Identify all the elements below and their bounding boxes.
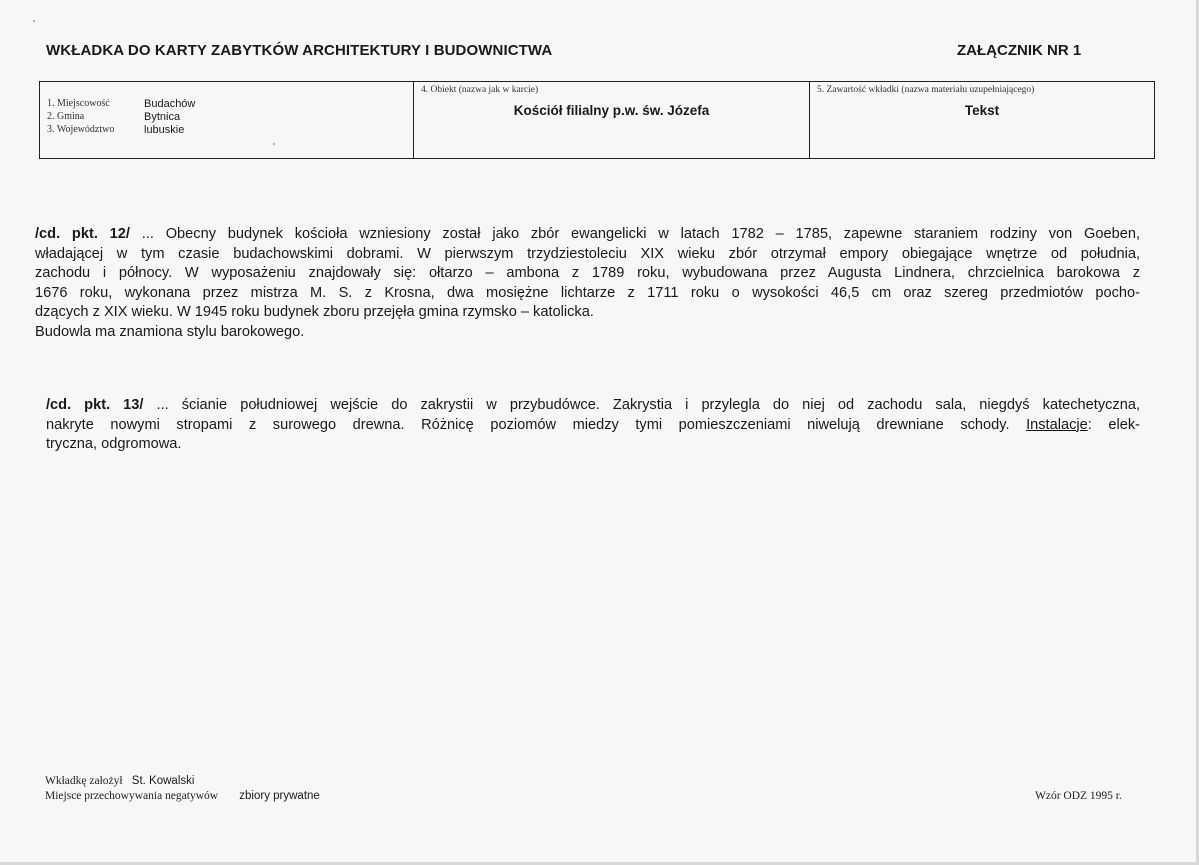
footer-storage <box>45 790 320 802</box>
content-cell <box>810 82 1154 158</box>
location-row-town <box>47 98 195 110</box>
scan-speck <box>33 20 35 22</box>
storage-label: Miejsce przechowywania negatywów <box>45 790 219 802</box>
paragraph-line: tryczna, odgromowa. <box>46 436 182 453</box>
voivodeship-value: lubuskie <box>144 124 185 136</box>
paragraph-line: Budowla ma znamiona stylu barokowego. <box>35 323 305 340</box>
document-title: WKŁADKA DO KARTY ZABYTKÓW ARCHITEKTURY I BUDOWNICTWA <box>46 42 553 59</box>
paragraph-line <box>35 225 1140 245</box>
paragraph-line: władającej w tym czasie budachowskimi dobrami. W pierwszym trzydziestoleciu XIX wieku zbór otrzymał empory obiegające wnętrze od południa, <box>35 245 1140 262</box>
installations-term: Instalacje <box>1026 416 1088 433</box>
section-heading: /cd. pkt. 12/ <box>35 226 130 242</box>
paragraph-line <box>46 416 1140 436</box>
line-text: : elek- <box>1087 416 1140 433</box>
paragraph-line: dzących z XIX wieku. W 1945 roku budynek zboru przejęła gmina rzymsko – katolicka. <box>35 304 594 321</box>
location-row-commune <box>47 111 180 123</box>
template-version: Wzór ODZ 1995 r. <box>1035 790 1122 802</box>
founder-label: Wkładkę założył <box>45 775 123 787</box>
section-heading: /cd. pkt. 13/ <box>46 397 144 413</box>
scan-speck <box>273 143 275 145</box>
founder-value: St. Kowalski <box>131 775 195 787</box>
commune-value: Bytnica <box>144 111 181 123</box>
paragraph-line: zachodu i północy. W wyposażeniu znajdowały się: ołtarzo – ambona z 1789 roku, wybudowana przez Augusta Lindnera, chrzcielnica barokowa z <box>35 265 1140 282</box>
storage-value: zbiory prywatne <box>239 790 320 802</box>
object-label: 4. Obiekt (nazwa jak w karcie) <box>421 85 539 95</box>
town-label: 1. Miejscowość <box>47 98 110 109</box>
location-row-voivodeship <box>47 124 184 136</box>
object-cell <box>414 82 810 158</box>
footer-founder <box>45 775 194 787</box>
section-point-13 <box>46 396 1140 455</box>
line-text: nakryte nowymi stropami z surowego drewna. Różnicę poziomów miedzy tymi pomieszczeniami niwelują drewniane schody. <box>46 416 1010 433</box>
object-value: Kościół filialny p.w. św. Józefa <box>513 103 710 118</box>
content-value: Tekst <box>964 103 1000 118</box>
commune-label: 2. Gmina <box>47 111 85 122</box>
section-point-12 <box>35 225 1140 343</box>
content-label: 5. Zawartość wkładki (nazwa materiału uzupełniającego) <box>817 85 1035 95</box>
paragraph-line: 1676 roku, wykonana przez mistrza M. S. z Krosna, dwa mosiężne lichtarze z 1711 roku o wysokości 46,5 cm oraz szereg przedmiotów pocho- <box>35 284 1140 301</box>
paragraph-line <box>46 396 1140 416</box>
header-table <box>39 81 1155 159</box>
voivodeship-label: 3. Województwo <box>47 124 115 135</box>
town-value: Budachów <box>144 98 196 110</box>
line-text: ... ścianie południowej wejście do zakrystii w przybudówce. Zakrystia i przylegla do niej od zachodu sala, niegdyś katechetyczna, <box>156 397 1140 413</box>
location-cell <box>40 82 414 158</box>
line-text: ... Obecny budynek kościoła wzniesiony został jako zbór ewangelicki w latach 1782 – 1785, zapewne staraniem rodziny von Goeben, <box>141 226 1141 242</box>
annex-label: ZAŁĄCZNIK NR 1 <box>957 42 1082 59</box>
